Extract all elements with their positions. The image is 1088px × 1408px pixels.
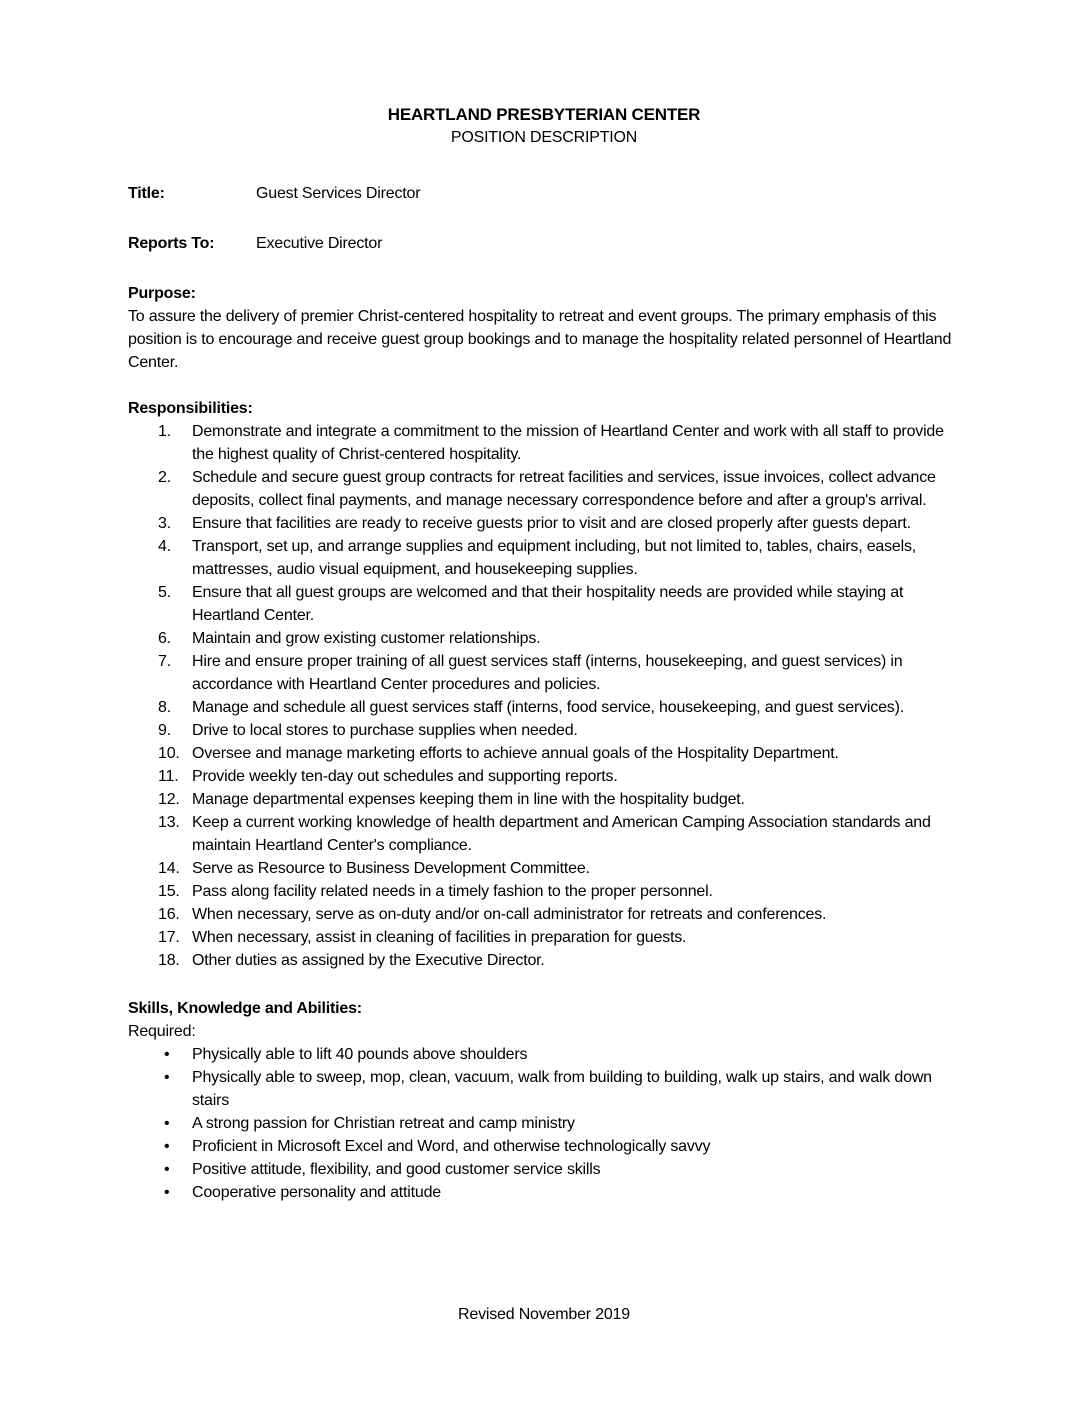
responsibility-item: Oversee and manage marketing efforts to achieve annual goals of the Hospitality Department. bbox=[192, 745, 839, 762]
responsibilities-list bbox=[128, 420, 960, 972]
skill-item: • Physically able to sweep, mop, clean, vacuum, walk from building to building, walk up stairs, and walk down stairs bbox=[128, 1066, 960, 1112]
responsibility-item: Manage and schedule all guest services staff (interns, food service, housekeeping, and guest services). bbox=[192, 699, 904, 716]
responsibility-item: Drive to local stores to purchase supplies when needed. bbox=[192, 722, 578, 739]
field-label-title: Title: bbox=[128, 185, 165, 202]
document-subtitle: POSITION DESCRIPTION bbox=[450, 129, 638, 146]
purpose-section bbox=[128, 282, 960, 374]
document-footer: Revised November 2019 bbox=[458, 1306, 630, 1323]
responsibilities-heading: Responsibilities: bbox=[128, 400, 253, 417]
field-row-reports-to bbox=[128, 232, 960, 255]
field-label-reports-to: Reports To: bbox=[128, 235, 215, 252]
field-value-reports-to: Executive Director bbox=[256, 235, 383, 252]
skill-item: • Cooperative personality and attitude bbox=[128, 1181, 960, 1204]
responsibility-item: Ensure that all guest groups are welcomed and that their hospitality needs are provided while staying at Heartland Center. bbox=[192, 584, 904, 624]
skills-required-label: Required: bbox=[128, 1023, 196, 1040]
responsibility-item: Other duties as assigned by the Executive Director. bbox=[192, 952, 545, 969]
skill-item: • Positive attitude, flexibility, and good customer service skills bbox=[128, 1158, 960, 1181]
purpose-text: To assure the delivery of premier Christ-centered hospitality to retreat and event groups. The primary emphasis of this position is to encourage and receive guest group bookings and to manage the hospitality related personnel of Heartland Center. bbox=[128, 308, 952, 371]
skill-item: • Physically able to lift 40 pounds above shoulders bbox=[128, 1043, 960, 1066]
responsibility-item: Serve as Resource to Business Development Committee. bbox=[192, 860, 590, 877]
responsibility-item: Pass along facility related needs in a timely fashion to the proper personnel. bbox=[192, 883, 713, 900]
skills-section bbox=[128, 997, 960, 1204]
responsibility-item: Demonstrate and integrate a commitment to the mission of Heartland Center and work with all staff to provide the highest quality of Christ-centered hospitality. bbox=[192, 423, 944, 463]
skill-item: • A strong passion for Christian retreat and camp ministry bbox=[128, 1112, 960, 1135]
purpose-heading: Purpose: bbox=[128, 285, 196, 302]
document-header bbox=[128, 103, 960, 149]
responsibility-item: Maintain and grow existing customer relationships. bbox=[192, 630, 541, 647]
skill-item: • Proficient in Microsoft Excel and Word, and otherwise technologically savvy bbox=[128, 1135, 960, 1158]
field-value-title: Guest Services Director bbox=[256, 185, 421, 202]
skills-heading: Skills, Knowledge and Abilities: bbox=[128, 1000, 362, 1017]
responsibility-item: Keep a current working knowledge of health department and American Camping Association standards and maintain Heartland Center's compliance. bbox=[192, 814, 931, 854]
responsibilities-section bbox=[128, 397, 960, 972]
responsibility-item: Hire and ensure proper training of all guest services staff (interns, housekeeping, and guest services) in accordance with Heartland Center procedures and policies. bbox=[192, 653, 903, 693]
responsibility-item: When necessary, assist in cleaning of facilities in preparation for guests. bbox=[192, 929, 687, 946]
responsibility-item: Schedule and secure guest group contracts for retreat facilities and services, issue invoices, collect advance deposits, collect final payments, and manage necessary correspondence before and after a group's arrival. bbox=[192, 469, 936, 509]
responsibility-item: Manage departmental expenses keeping them in line with the hospitality budget. bbox=[192, 791, 745, 808]
responsibility-item: Provide weekly ten-day out schedules and supporting reports. bbox=[192, 768, 618, 785]
skills-list bbox=[128, 1043, 960, 1204]
responsibility-item: Transport, set up, and arrange supplies and equipment including, but not limited to, tables, chairs, easels, mattresses, audio visual equipment, and housekeeping supplies. bbox=[192, 538, 917, 578]
responsibility-item: When necessary, serve as on-duty and/or on-call administrator for retreats and conferences. bbox=[192, 906, 827, 923]
responsibility-item: Ensure that facilities are ready to receive guests prior to visit and are closed properly after guests depart. bbox=[192, 515, 911, 532]
field-row-title bbox=[128, 182, 960, 205]
document-title: HEARTLAND PRESBYTERIAN CENTER bbox=[387, 105, 701, 124]
